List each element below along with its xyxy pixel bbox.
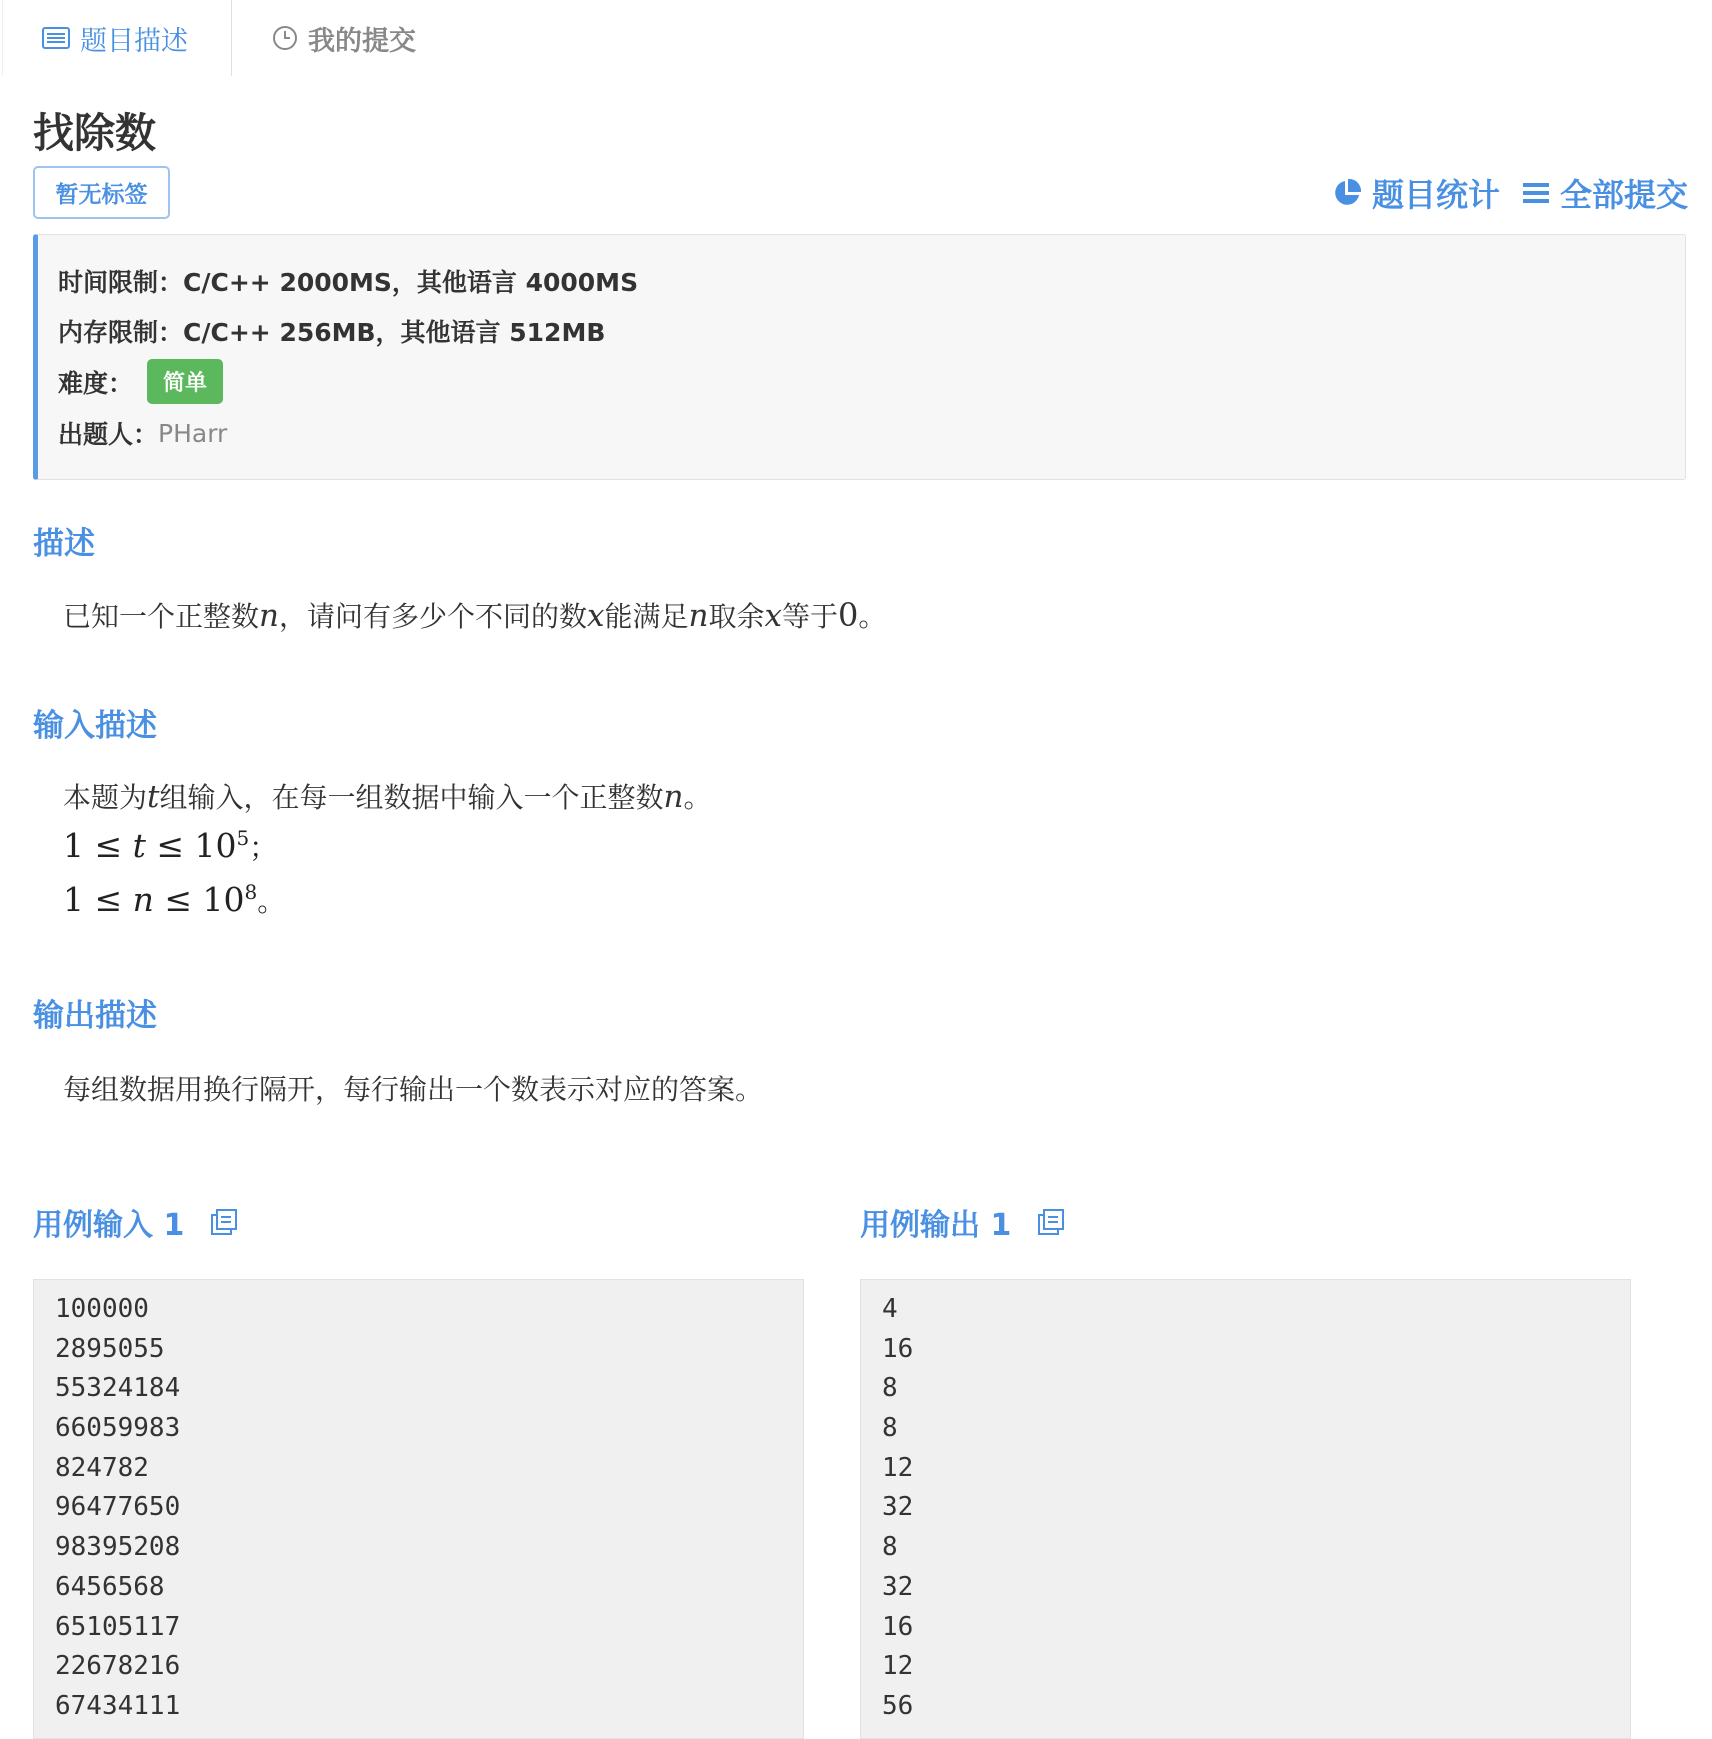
code-line: 32 [882, 1492, 914, 1523]
code-line: 66059983 [55, 1413, 181, 1444]
description-text-part: 。 [858, 600, 887, 633]
stats-link-label: 题目统计 [1371, 176, 1500, 214]
output-text: 每组数据用换行隔开，每行输出一个数表示对应的答案。 [63, 1073, 764, 1106]
description-text [63, 595, 886, 635]
output-heading: 输出描述 [33, 998, 157, 1034]
description-heading: 描述 [33, 526, 95, 562]
math-var: t [132, 826, 146, 865]
description-text-part: ，请问有多少个不同的数 [278, 600, 587, 633]
time-limit-label: 时间限制： [58, 268, 184, 297]
author-value: PHarr [158, 418, 228, 448]
input-heading: 输入描述 [33, 708, 157, 744]
code-line: 8 [882, 1373, 898, 1404]
stats-link[interactable] [1332, 170, 1500, 216]
sample-output-heading [860, 1200, 1065, 1244]
code-line: 16 [882, 1333, 914, 1364]
code-line: 12 [882, 1452, 914, 1483]
math-var: n [663, 779, 684, 815]
time-limit-row [58, 263, 638, 299]
code-line: 8 [882, 1532, 898, 1563]
list-icon [42, 27, 70, 49]
code-line: 12 [882, 1651, 914, 1682]
code-line: 32 [882, 1571, 914, 1602]
description-text-part: 能满足 [604, 600, 689, 633]
problem-title: 找除数 [33, 109, 156, 157]
constraint-part: 1 ≤ [63, 880, 133, 919]
tag-button[interactable]: 暂无标签 [33, 166, 170, 219]
pie-chart-icon [1332, 178, 1362, 208]
bars-icon [1522, 180, 1550, 206]
code-line: 65105117 [55, 1611, 181, 1642]
clock-icon [272, 25, 298, 51]
problem-links [1332, 170, 1688, 216]
tab-my-submissions[interactable] [272, 0, 416, 76]
constraint-part: 1 ≤ [63, 826, 133, 865]
tab-divider [231, 0, 232, 76]
difficulty-badge: 简单 [147, 359, 223, 404]
code-line: 100000 [55, 1294, 149, 1324]
tab-my-submissions-label: 我的提交 [308, 25, 416, 57]
description-text-part: 取余 [708, 600, 765, 633]
input-text-part: 组输入，在每一组数据中输入一个正整数 [159, 781, 664, 814]
code-line: 4 [882, 1294, 898, 1324]
tab-bar-edge [2, 0, 3, 76]
difficulty-label: 难度： [58, 368, 134, 398]
input-text-part: 本题为 [63, 781, 148, 814]
memory-limit-value: C/C++ 256MB，其他语言 512MB [183, 318, 606, 347]
code-line: 96477650 [55, 1492, 181, 1523]
tab-description-label: 题目描述 [80, 25, 188, 57]
sample-input-heading [33, 1200, 238, 1244]
author-row [58, 415, 227, 451]
sample-input-box[interactable] [33, 1279, 804, 1739]
math-var: n [259, 598, 279, 634]
all-submissions-link[interactable] [1522, 170, 1688, 216]
memory-limit-label: 内存限制： [58, 318, 184, 347]
copy-icon[interactable] [1037, 1208, 1065, 1236]
copy-icon[interactable] [210, 1208, 238, 1236]
constraint-part: ； [249, 831, 278, 864]
code-line: 98395208 [55, 1532, 181, 1563]
code-line: 16 [882, 1611, 914, 1642]
math-var: t [147, 779, 160, 815]
author-label: 出题人： [58, 420, 159, 449]
code-line: 56 [882, 1690, 914, 1721]
code-line: 6456568 [55, 1571, 165, 1602]
constraint-part: ≤ 10 [153, 880, 245, 919]
code-line: 8 [882, 1413, 898, 1444]
math-var: x [764, 598, 782, 634]
tab-bar [0, 0, 1712, 76]
description-text-part: 等于 [781, 600, 838, 633]
tab-description[interactable] [42, 0, 188, 76]
math-var: n [132, 880, 154, 919]
memory-limit-row [58, 313, 605, 349]
code-line: 67434111 [55, 1690, 181, 1721]
problem-info-box [33, 234, 1686, 480]
input-text-part: 。 [683, 781, 712, 814]
exponent: 8 [244, 880, 258, 904]
constraint-n [63, 880, 285, 920]
code-line: 22678216 [55, 1651, 181, 1682]
code-line: 824782 [55, 1452, 149, 1483]
code-line: 55324184 [55, 1373, 181, 1404]
difficulty-row [58, 359, 223, 404]
math-var: n [688, 598, 709, 634]
exponent: 5 [236, 826, 250, 850]
sample-output-label: 用例输出 1 [860, 1208, 1012, 1243]
constraint-part: 。 [257, 885, 286, 918]
description-text-part: 已知一个正整数 [63, 600, 260, 633]
input-text [63, 776, 711, 816]
math-var: x [587, 598, 605, 634]
time-limit-value: C/C++ 2000MS，其他语言 4000MS [183, 268, 639, 297]
sample-output-box[interactable] [860, 1279, 1631, 1739]
sample-input-label: 用例输入 1 [33, 1208, 185, 1243]
math-number: 0 [837, 596, 859, 634]
code-line: 2895055 [55, 1333, 165, 1364]
constraint-part: ≤ 10 [145, 826, 237, 865]
constraint-t [63, 826, 277, 866]
all-submissions-label: 全部提交 [1559, 176, 1688, 214]
